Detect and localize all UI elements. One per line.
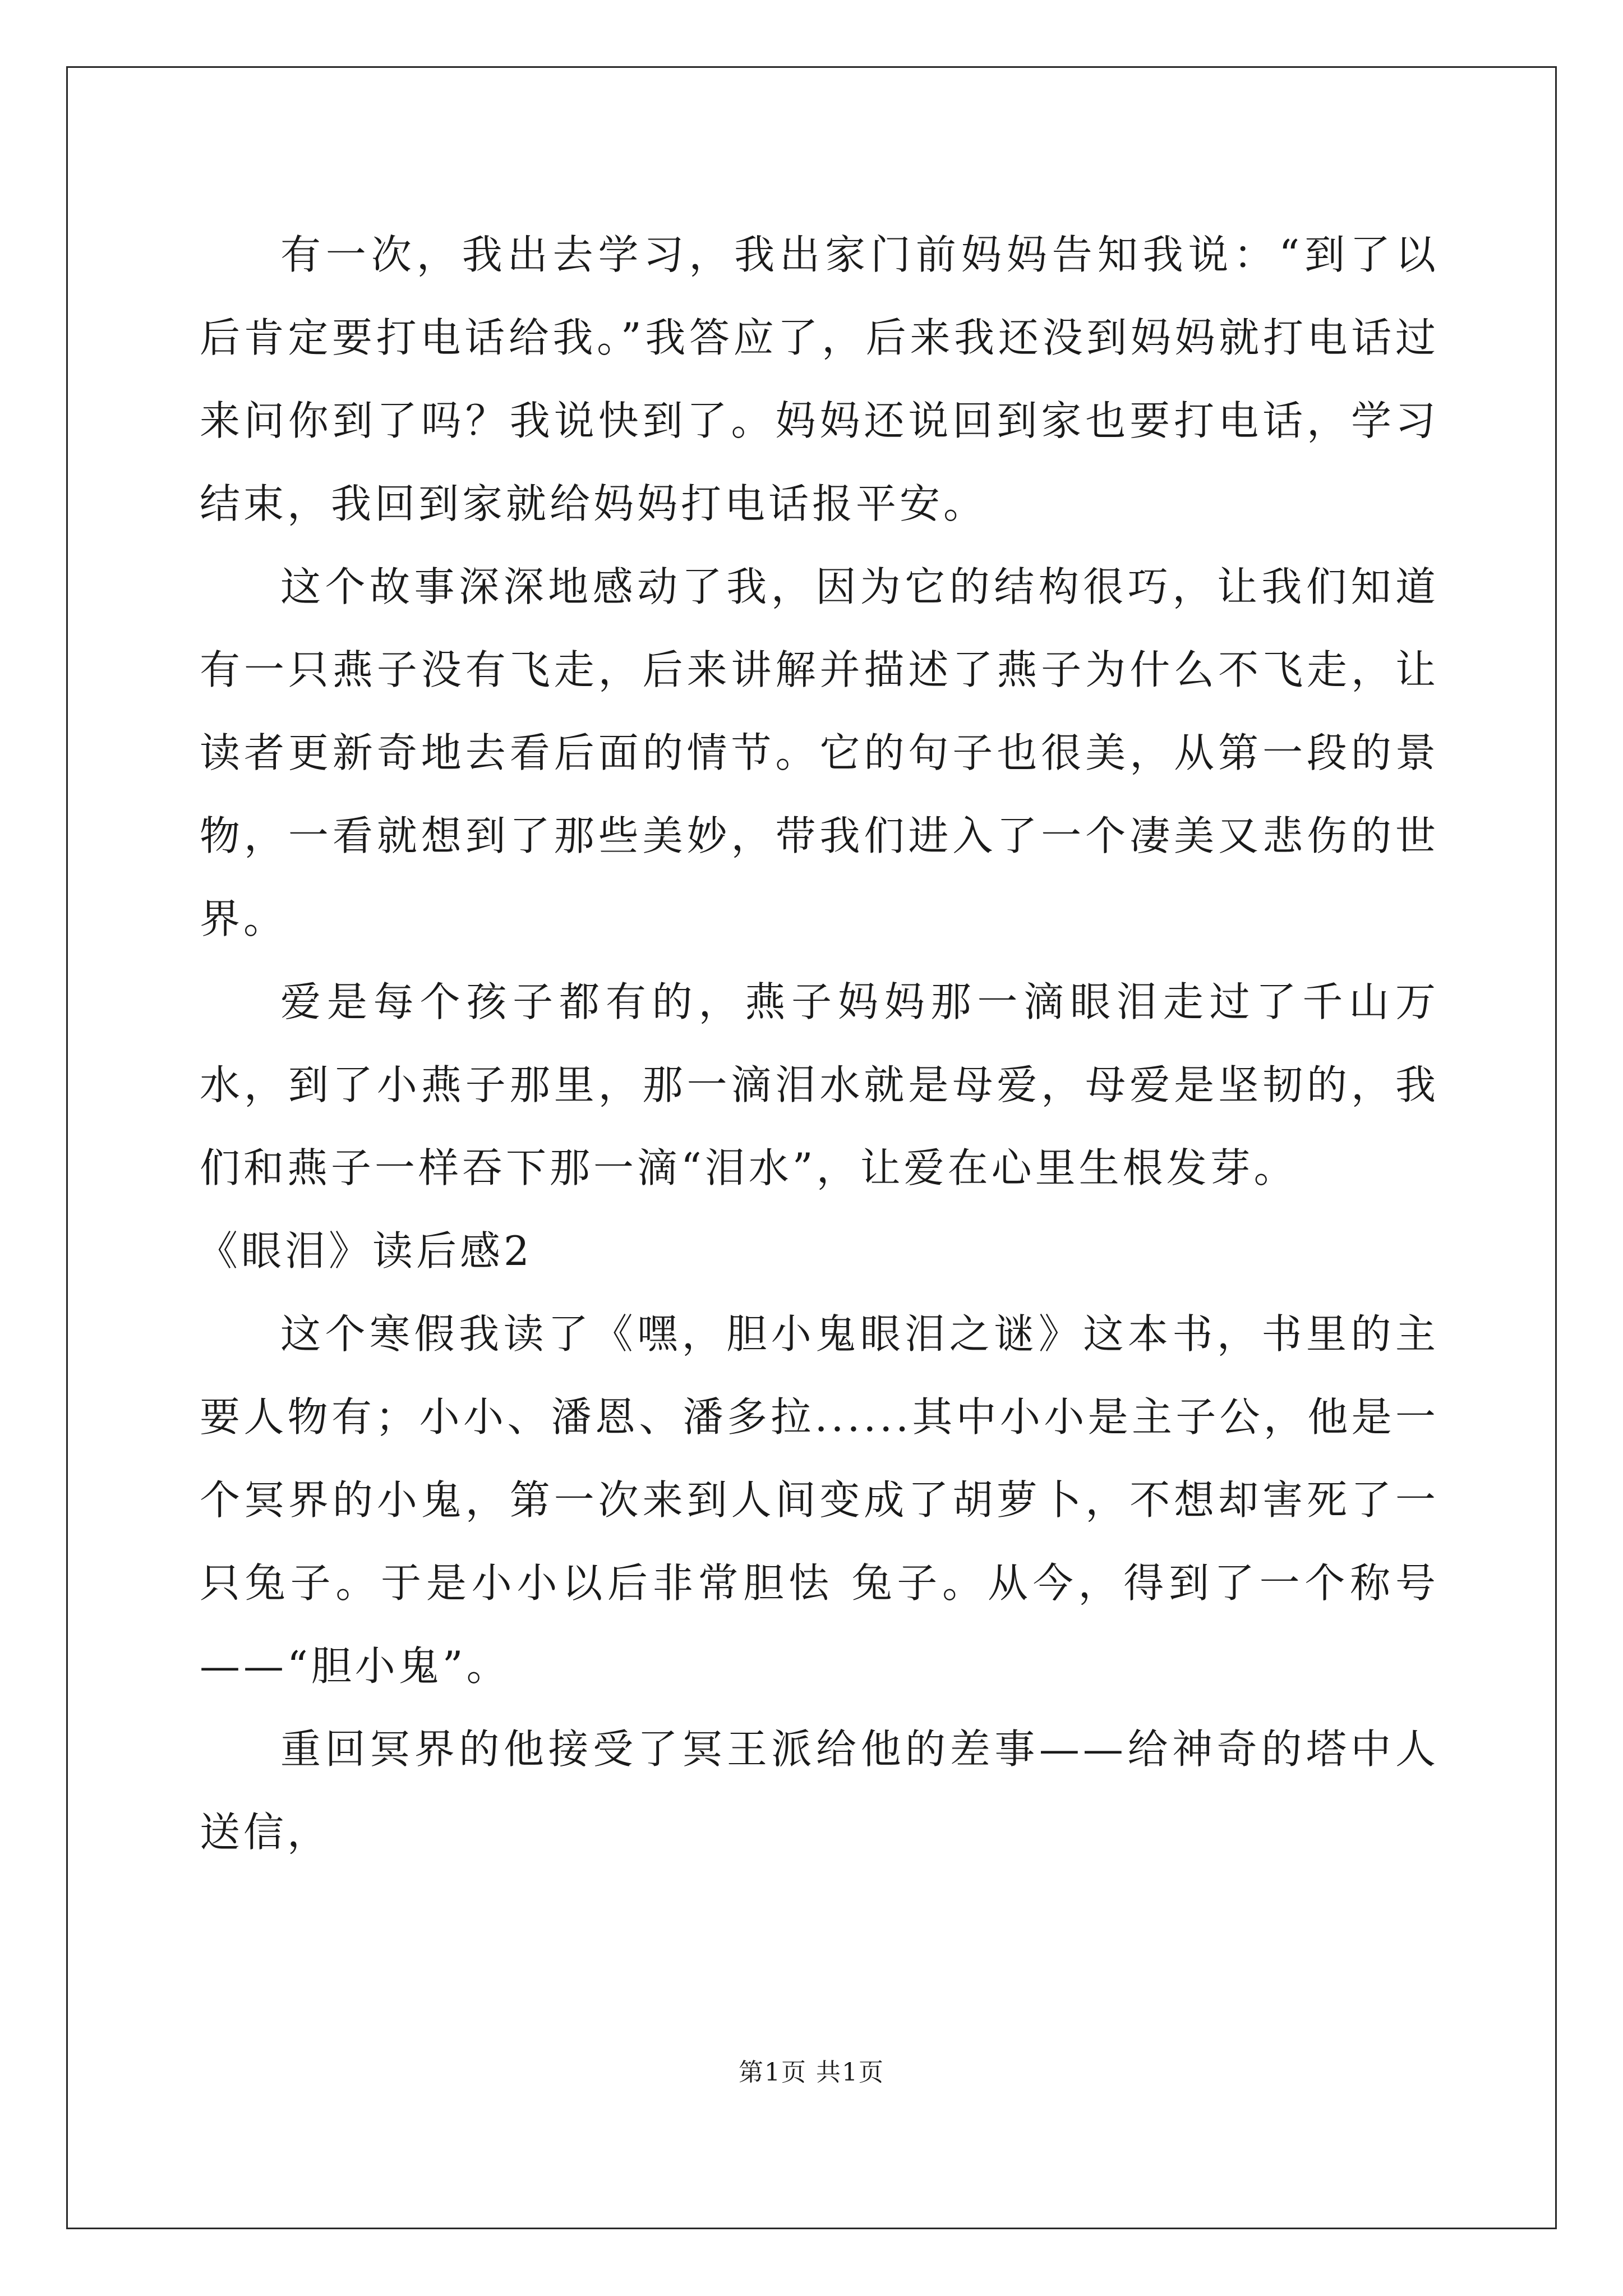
section-heading-wrap [197, 1209, 1439, 1292]
section-title: 《眼泪》读后感2 [197, 1227, 533, 1274]
paragraph-phone-call: 有一次，我出去学习，我出家门前妈妈告知我说：“到了以后肯定要打电话给我。”我答应了，后来我还没到妈妈就打电话过来问你到了吗？我说快到了。妈妈还说回到家也要打电话，学习结束，我回到家就给妈妈打电话报平安。 [200, 231, 1439, 527]
page-number-footer: 第1页 共1页 [739, 2058, 884, 2087]
paragraph-book-intro: 这个寒假我读了《嘿，胆小鬼眼泪之谜》这本书，书里的主要人物有；小小、潘恩、潘多拉......其中小小是主子公，他是一个冥界的小鬼，第一次来到人间变成了胡萝卜，不想却害死了一只兔子。于是小小以后非常胆怯 兔子。从今，得到了一个称号——“胆小鬼”。 [200, 1310, 1439, 1690]
paragraph-mother-love: 爱是每个孩子都有的，燕子妈妈那一滴眼泪走过了千山万水，到了小燕子那里，那一滴泪水就是母爱，母爱是坚韧的，我们和燕子一样吞下那一滴“泪水”，让爱在心里生根发芽。 [200, 978, 1439, 1191]
paragraph-story-structure: 这个故事深深地感动了我，因为它的结构很巧，让我们知道有一只燕子没有飞走，后来讲解并描述了燕子为什么不飞走，让读者更新奇地去看后面的情节。它的句子也很美，从第一段的景物，一看就想到了那些美妙，带我们进入了一个凄美又悲伤的世界。 [200, 563, 1439, 942]
paragraph-underworld-task: 重回冥界的他接受了冥王派给他的差事——给神奇的塔中人送信， [200, 1726, 1439, 1856]
document-body [197, 213, 1439, 1874]
